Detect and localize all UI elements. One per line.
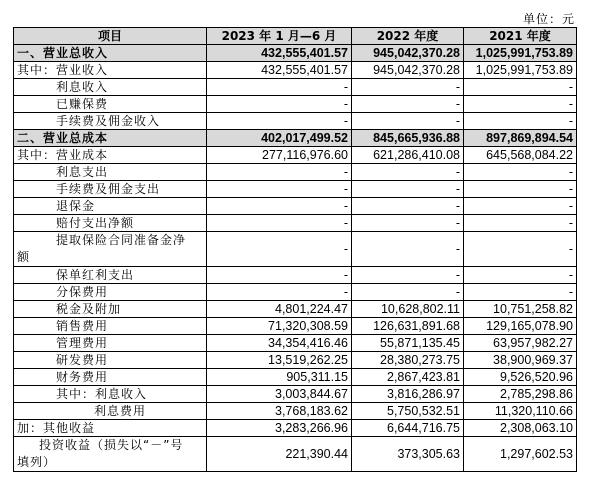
row-label: 其中：营业成本 — [14, 147, 207, 164]
row-label: 利息收入 — [14, 79, 207, 96]
row-label — [14, 232, 207, 267]
cell-value: 845,665,936.88 — [352, 130, 464, 147]
cell-value: 38,900,969.37 — [464, 352, 577, 369]
table-row — [14, 62, 577, 79]
row-label: 财务费用 — [14, 369, 207, 386]
cell-value: - — [207, 198, 352, 215]
cell-value: 10,751,258.82 — [464, 301, 577, 318]
row-label: 一、营业总收入 — [14, 45, 207, 62]
cell-value: 1,297,602.53 — [464, 437, 577, 472]
cell-value: - — [207, 232, 352, 267]
row-label-line: 填列） — [17, 455, 57, 469]
cell-value: 3,816,286.97 — [352, 386, 464, 403]
cell-value: 2,867,423.81 — [352, 369, 464, 386]
income-statement-table — [13, 27, 577, 472]
table-row — [14, 215, 577, 232]
cell-value: 945,042,370.28 — [352, 45, 464, 62]
cell-value: 3,003,844.67 — [207, 386, 352, 403]
cell-value: - — [464, 96, 577, 113]
row-label: 保单红利支出 — [14, 267, 207, 284]
cell-value: - — [352, 284, 464, 301]
table-row — [14, 335, 577, 352]
cell-value: 55,871,135.45 — [352, 335, 464, 352]
cell-value: - — [464, 181, 577, 198]
cell-value: 2,308,063.10 — [464, 420, 577, 437]
header-item: 项目 — [14, 28, 207, 45]
row-label: 手续费及佣金支出 — [14, 181, 207, 198]
cell-value: 6,644,716.75 — [352, 420, 464, 437]
cell-value: - — [352, 164, 464, 181]
cell-value: - — [207, 181, 352, 198]
cell-value: 1,025,991,753.89 — [464, 45, 577, 62]
cell-value: 28,380,273.75 — [352, 352, 464, 369]
table-row — [14, 420, 577, 437]
cell-value: - — [207, 267, 352, 284]
header-2021: 2021 年度 — [464, 28, 577, 45]
cell-value: - — [352, 79, 464, 96]
row-label: 已赚保费 — [14, 96, 207, 113]
cell-value: - — [207, 96, 352, 113]
cell-value: - — [207, 215, 352, 232]
row-label: 手续费及佣金收入 — [14, 113, 207, 130]
table-row — [14, 164, 577, 181]
row-label-line: 额 — [17, 250, 31, 264]
cell-value: 621,286,410.08 — [352, 147, 464, 164]
cell-value: 10,628,802.11 — [352, 301, 464, 318]
table-header-row — [14, 28, 577, 45]
cell-value: - — [352, 232, 464, 267]
cell-value: 1,025,991,753.89 — [464, 62, 577, 79]
cell-value: 5,750,532.51 — [352, 403, 464, 420]
table-row — [14, 45, 577, 62]
row-label: 销售费用 — [14, 318, 207, 335]
unit-label: 单位：元 — [522, 12, 575, 26]
table-row — [14, 130, 577, 147]
row-label: 其中：营业收入 — [14, 62, 207, 79]
table-row — [14, 352, 577, 369]
cell-value: - — [207, 164, 352, 181]
cell-value: 373,305.63 — [352, 437, 464, 472]
cell-value: 11,320,110.66 — [464, 403, 577, 420]
table-row — [14, 284, 577, 301]
cell-value: 645,568,084.22 — [464, 147, 577, 164]
cell-value: 126,631,891.68 — [352, 318, 464, 335]
cell-value: - — [207, 113, 352, 130]
row-label-line: 提取保险合同准备金净 — [56, 233, 187, 247]
table-row — [14, 232, 577, 267]
cell-value: 71,320,308.59 — [207, 318, 352, 335]
table-row — [14, 369, 577, 386]
table-row — [14, 301, 577, 318]
cell-value: 277,116,976.60 — [207, 147, 352, 164]
row-label: 其中：利息收入 — [14, 386, 207, 403]
cell-value: 432,555,401.57 — [207, 62, 352, 79]
table-row — [14, 267, 577, 284]
cell-value: 3,283,266.96 — [207, 420, 352, 437]
row-label — [14, 437, 207, 472]
header-2023h1: 2023 年 1 月—6 月 — [207, 28, 352, 45]
cell-value: - — [464, 284, 577, 301]
cell-value: 221,390.44 — [207, 437, 352, 472]
table-row — [14, 79, 577, 96]
row-label: 退保金 — [14, 198, 207, 215]
table-row — [14, 113, 577, 130]
table-row — [14, 96, 577, 113]
table-row — [14, 181, 577, 198]
row-label: 利息支出 — [14, 164, 207, 181]
cell-value: 34,354,416.46 — [207, 335, 352, 352]
row-label: 赔付支出净额 — [14, 215, 207, 232]
header-2022: 2022 年度 — [352, 28, 464, 45]
table-row — [14, 437, 577, 472]
cell-value: 2,785,298.86 — [464, 386, 577, 403]
cell-value: - — [352, 181, 464, 198]
table-row — [14, 147, 577, 164]
cell-value: - — [464, 164, 577, 181]
cell-value: 905,311.15 — [207, 369, 352, 386]
cell-value: 129,165,078.90 — [464, 318, 577, 335]
cell-value: 897,869,894.54 — [464, 130, 577, 147]
row-label: 研发费用 — [14, 352, 207, 369]
table-row — [14, 403, 577, 420]
cell-value: 402,017,499.52 — [207, 130, 352, 147]
cell-value: - — [464, 198, 577, 215]
row-label: 税金及附加 — [14, 301, 207, 318]
table-row — [14, 198, 577, 215]
row-label: 二、营业总成本 — [14, 130, 207, 147]
table-row — [14, 318, 577, 335]
cell-value: 945,042,370.28 — [352, 62, 464, 79]
cell-value: - — [464, 113, 577, 130]
cell-value: - — [352, 113, 464, 130]
cell-value: - — [464, 215, 577, 232]
cell-value: 4,801,224.47 — [207, 301, 352, 318]
cell-value: - — [352, 215, 464, 232]
cell-value: - — [464, 232, 577, 267]
cell-value: 9,526,520.96 — [464, 369, 577, 386]
cell-value: - — [464, 267, 577, 284]
row-label-line: 投资收益（损失以“－”号 — [39, 438, 184, 452]
cell-value: 63,957,982.27 — [464, 335, 577, 352]
row-label: 利息费用 — [14, 403, 207, 420]
table-row — [14, 386, 577, 403]
cell-value: - — [352, 267, 464, 284]
cell-value: - — [207, 284, 352, 301]
cell-value: - — [352, 198, 464, 215]
cell-value: - — [207, 79, 352, 96]
cell-value: - — [464, 79, 577, 96]
row-label: 管理费用 — [14, 335, 207, 352]
cell-value: - — [352, 96, 464, 113]
row-label: 加：其他收益 — [14, 420, 207, 437]
row-label: 分保费用 — [14, 284, 207, 301]
cell-value: 432,555,401.57 — [207, 45, 352, 62]
cell-value: 13,519,262.25 — [207, 352, 352, 369]
cell-value: 3,768,183.62 — [207, 403, 352, 420]
